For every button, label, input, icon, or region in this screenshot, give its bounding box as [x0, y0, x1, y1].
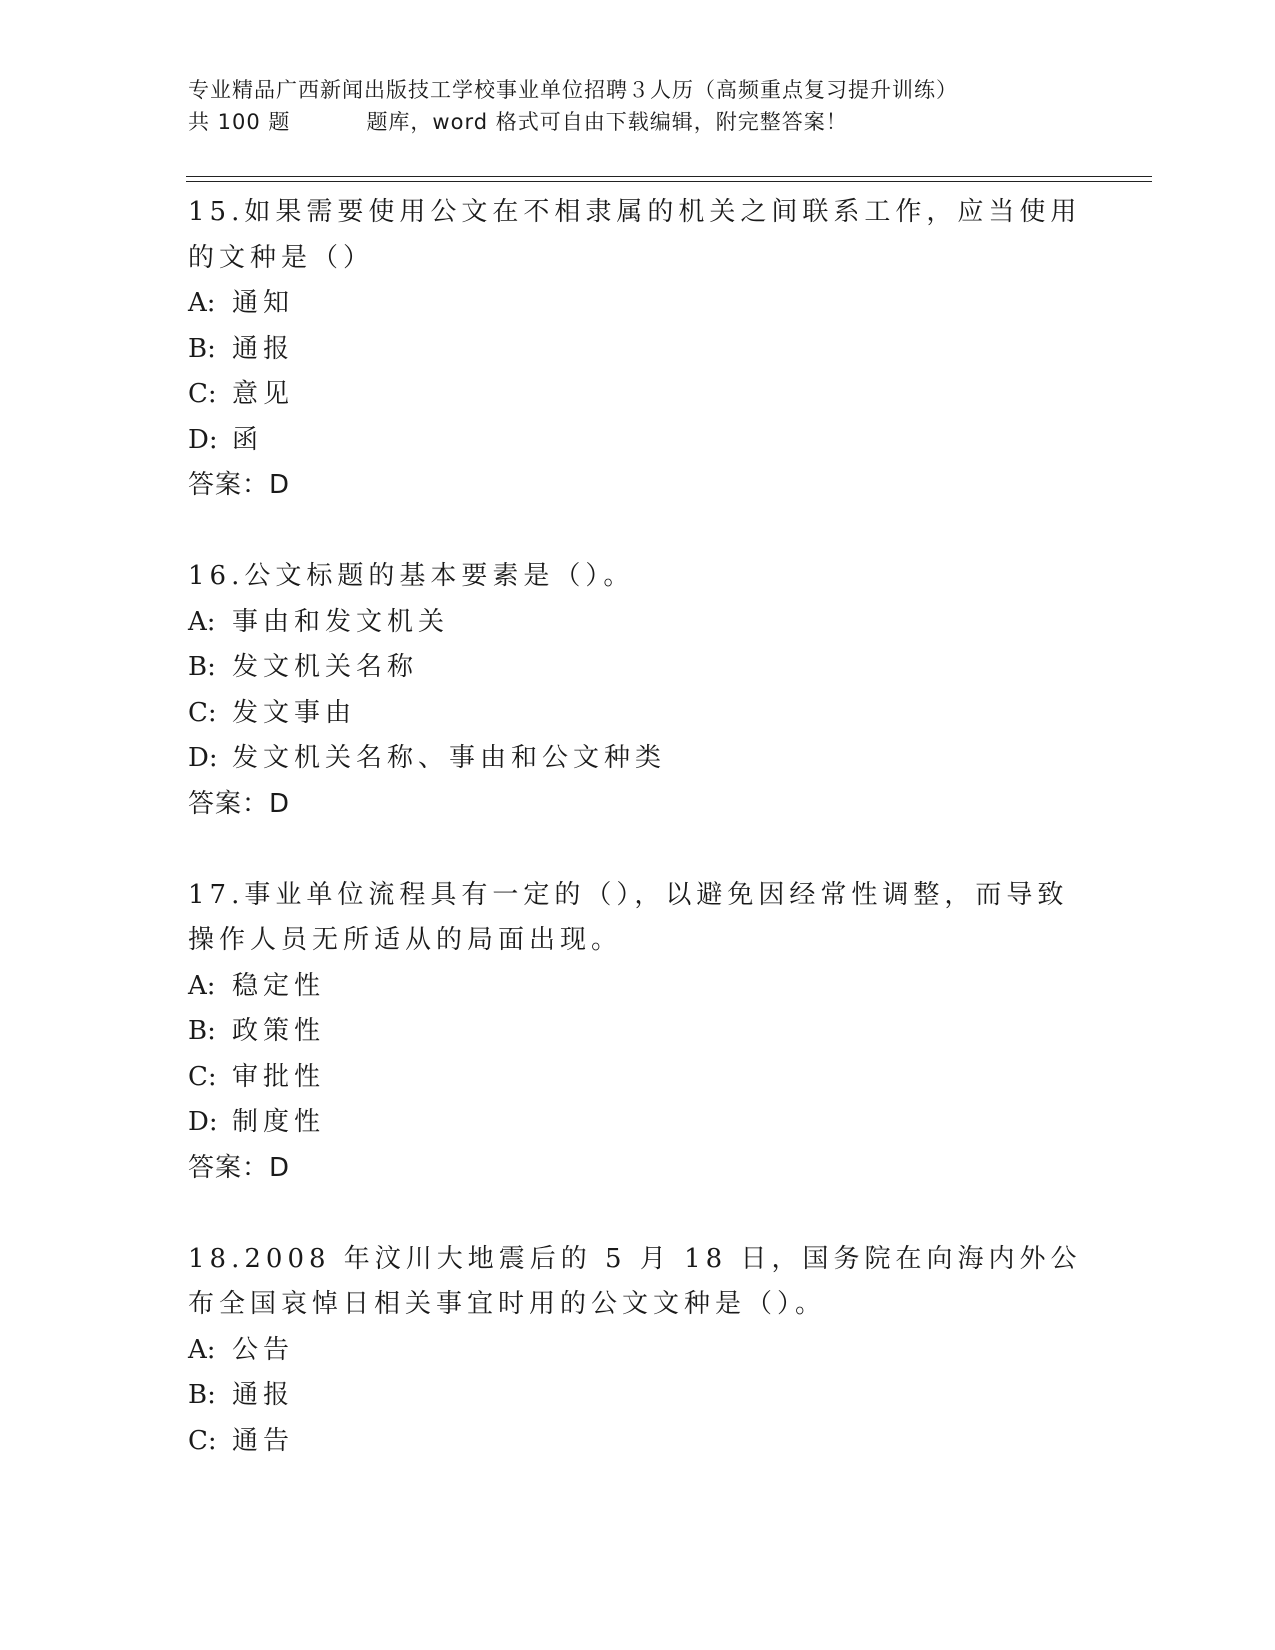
question-text [188, 554, 1088, 600]
option-b [188, 645, 1088, 691]
question-text [188, 190, 1088, 281]
option-text: 发文机关名称、事由和公文种类 [232, 743, 667, 773]
question-body: 事业单位流程具有一定的（），以避免因经常性调整，而导致操作人员无所适从的局面出现。 [188, 879, 1069, 955]
option-key: D: [188, 743, 218, 773]
option-c [188, 691, 1088, 737]
question-number: 18. [188, 1243, 245, 1274]
question-body: 2008 年汶川大地震后的 5 月 18 日，国务院在向海内外公布全国哀悼日相关事宜时用的公文文种是（）。 [188, 1243, 1082, 1319]
option-text: 政策性 [232, 1016, 326, 1046]
question-18 [188, 1237, 1088, 1465]
option-text: 稳定性 [232, 970, 326, 1001]
option-b [188, 1009, 1088, 1055]
option-a [188, 964, 1088, 1010]
option-text: 发文机关名称 [232, 652, 419, 682]
question-number: 17. [188, 879, 245, 910]
option-key: B: [188, 1380, 216, 1410]
answer: 答案：D [188, 470, 291, 500]
option-key: A: [188, 1334, 216, 1365]
option-key: C: [188, 1425, 217, 1456]
header-divider-top [186, 176, 1152, 177]
header-divider-bottom [186, 181, 1152, 182]
option-key: B: [188, 333, 216, 364]
option-text: 公告 [232, 1334, 295, 1365]
question-number: 16. [188, 561, 245, 591]
option-text: 制度性 [232, 1107, 326, 1137]
option-key: A: [188, 288, 216, 318]
option-key: C: [188, 1061, 217, 1092]
option-d [188, 736, 1088, 782]
header-title: 专业精品广西新闻出版技工学校事业单位招聘３人历（高频重点复习提升训练） [188, 78, 958, 102]
option-text: 通报 [232, 333, 295, 364]
option-text: 通告 [232, 1425, 295, 1456]
question-body: 公文标题的基本要素是（）。 [244, 561, 635, 591]
option-text: 发文事由 [232, 697, 357, 728]
header-question-count: 共 100 题 [188, 110, 291, 134]
option-d [188, 1100, 1088, 1146]
question-list [188, 190, 1088, 1464]
option-text: 通知 [232, 288, 295, 318]
option-key: A: [188, 970, 216, 1001]
question-body: 如果需要使用公文在不相隶属的机关之间联系工作，应当使用的文种是（） [188, 197, 1082, 273]
option-key: D: [188, 1107, 218, 1137]
option-a [188, 600, 1088, 646]
question-15 [188, 190, 1088, 509]
option-d [188, 418, 1088, 464]
option-c [188, 1419, 1088, 1465]
option-text: 函 [232, 424, 264, 455]
option-c [188, 372, 1088, 418]
question-text [188, 873, 1088, 964]
question-17 [188, 873, 1088, 1192]
option-b [188, 1373, 1088, 1419]
option-key: A: [188, 606, 216, 637]
option-a [188, 1328, 1088, 1374]
option-key: C: [188, 697, 217, 728]
document-header [188, 74, 1148, 138]
option-text: 审批性 [232, 1061, 326, 1092]
option-key: D: [188, 424, 218, 455]
option-key: B: [188, 1016, 216, 1046]
header-subtitle [188, 106, 1148, 138]
option-text: 意见 [232, 379, 295, 409]
option-key: C: [188, 379, 217, 409]
option-b [188, 327, 1088, 373]
answer: 答案：D [188, 1152, 291, 1183]
option-key: B: [188, 652, 216, 682]
answer: 答案：D [188, 788, 291, 819]
option-c [188, 1055, 1088, 1101]
question-number: 15. [188, 197, 245, 227]
option-a [188, 281, 1088, 327]
option-text: 通报 [232, 1380, 295, 1410]
option-text: 事由和发文机关 [232, 606, 450, 637]
question-16 [188, 554, 1088, 827]
header-description: 题库，word 格式可自由下载编辑，附完整答案！ [366, 110, 848, 134]
question-text [188, 1237, 1088, 1328]
